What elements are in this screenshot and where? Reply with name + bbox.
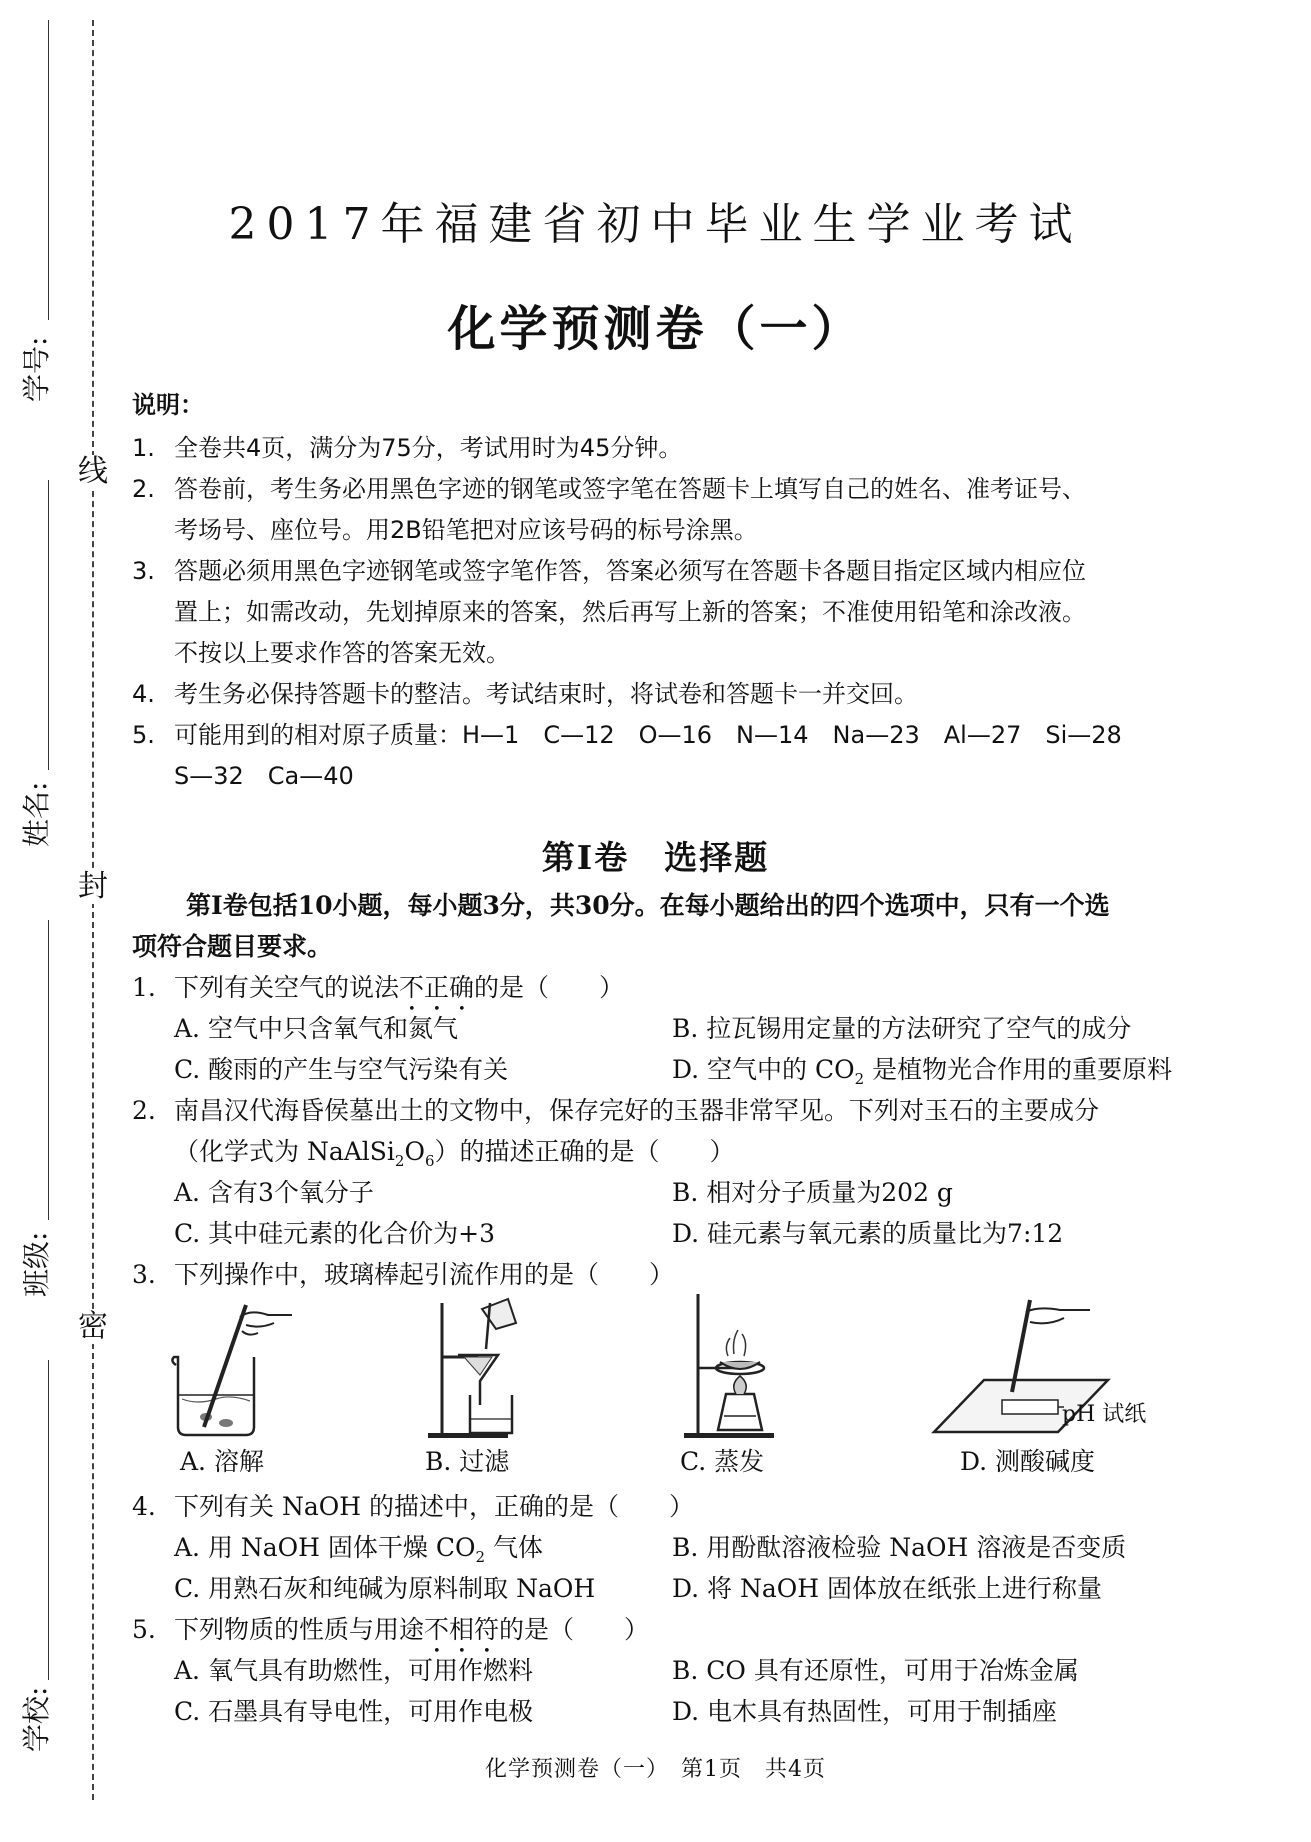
- ph-paper-label: pH 试纸: [1062, 1402, 1147, 1427]
- fig-caption-a: A. 溶解: [180, 1447, 264, 1476]
- instructions: [132, 385, 1212, 797]
- option-b: B. 相对分子质量为202 g: [672, 1178, 953, 1207]
- seal-char-seal: 封: [78, 869, 108, 904]
- note-item: 1. 全卷共4页，满分为75分，考试用时为45分钟。: [132, 434, 683, 462]
- option-a: A. 含有3个氧分子: [174, 1178, 374, 1207]
- section-intro: 第Ⅰ卷包括10小题，每小题3分，共30分。在每小题给出的四个选项中，只有一个选 项符合题目要求。: [132, 891, 1110, 961]
- field-school-label: 学校:: [20, 1686, 53, 1752]
- question-4: 4. 下列有关 NaOH 的描述中，正确的是（ ） A. 用 NaOH 固体干燥 $CO_2$ 气体 B. 用酚酞溶液检验 NaOH 溶液是否变质 C. 用熟石灰和纯碱为原料制取 NaOH D. 将 NaOH 固体放在纸张上进行称量: [132, 1486, 1212, 1609]
- option-b: B. CO 具有还原性，可用于冶炼金属: [672, 1656, 1079, 1685]
- option-c: C. 酸雨的产生与空气污染有关: [174, 1055, 509, 1084]
- option-c: C. 石墨具有导电性，可用作电极: [174, 1697, 534, 1726]
- seal-char-line: 线: [78, 454, 108, 489]
- option-d: D. 空气中的 $CO_2$ 是植物光合作用的重要原料: [672, 1055, 1173, 1088]
- instructions-heading: 说明：: [132, 391, 204, 419]
- option-d: D. 硅元素与氧元素的质量比为7:12: [672, 1219, 1064, 1248]
- note-item-cont: 不按以上要求作答的答案无效。: [174, 639, 510, 667]
- note-item: 5. 可能用到的相对原子质量：H—1 C—12 O—16 N—14 Na—23 Al—27 Si—28: [132, 721, 1122, 749]
- option-a: A. 氧气具有助燃性，可用作燃料: [174, 1656, 533, 1685]
- fig-caption-c: C. 蒸发: [680, 1447, 765, 1476]
- note-item-cont: 考场号、座位号。用2B铅笔把对应该号码的标号涂黑。: [174, 516, 758, 544]
- filtration-funnel-figure: [420, 1295, 530, 1440]
- note-item-cont: S—32 Ca—40: [174, 762, 354, 790]
- field-school[interactable]: [8, 1360, 64, 1760]
- option-c: C. 其中硅元素的化合价为+3: [174, 1219, 495, 1248]
- question-5: 5. 下列物质的性质与用途不相符的是（ ） A. 氧气具有助燃性，可用作燃料 B. CO 具有还原性，可用于冶炼金属 C. 石墨具有导电性，可用作电极 D. 电木具有热固性，可用于制插座: [132, 1609, 1212, 1732]
- page-footer: 化学预测卷（一） 第1页 共4页: [485, 1757, 826, 1782]
- option-b: B. 用酚酞溶液检验 NaOH 溶液是否变质: [672, 1533, 1127, 1562]
- note-item-cont: 置上；如需改动，先划掉原来的答案，然后再写上新的答案；不准使用铅笔和涂改液。: [174, 598, 1086, 626]
- evaporation-figure: [680, 1290, 790, 1440]
- note-item: 3. 答题必须用黑色字迹钢笔或签字笔作答，答案必须写在答题卡各题目指定区域内相应位: [132, 557, 1086, 585]
- note-item: 4. 考生务必保持答题卡的整洁。考试结束时，将试卷和答题卡一并交回。: [132, 680, 918, 708]
- exam-title: 2017年福建省初中毕业生学业考试: [228, 199, 1083, 250]
- option-d: D. 将 NaOH 固体放在纸张上进行称量: [672, 1574, 1103, 1603]
- field-class-label: 班级:: [20, 1231, 53, 1297]
- option-d: D. 电木具有热固性，可用于制插座: [672, 1697, 1058, 1726]
- option-b: B. 拉瓦锡用定量的方法研究了空气的成分: [672, 1014, 1132, 1043]
- field-class[interactable]: [8, 920, 64, 1300]
- paper-title: 化学预测卷（一）: [447, 301, 864, 357]
- section-title: 第Ⅰ卷 选择题: [541, 838, 770, 877]
- fig-caption-b: B. 过滤: [425, 1447, 510, 1476]
- option-a: A. 用 NaOH 固体干燥 $CO_2$ 气体: [174, 1533, 543, 1566]
- question-2: 2. 南昌汉代海昏侯墓出土的文物中，保存完好的玉器非常罕见。下列对玉石的主要成分 （化学式为 $NaAlSi_2O_6$）的描述正确的是（ ） A. 含有3个氧分子 B. 相对分子质量为202 g C. 其中硅元素的化合价为+3 D. 硅元素与氧元素的质量比为7:12: [132, 1090, 1212, 1254]
- option-a: A. 空气中只含氧气和氮气: [174, 1014, 458, 1043]
- fig-caption-d: D. 测酸碱度: [960, 1447, 1096, 1476]
- option-c: C. 用熟石灰和纯碱为原料制取 NaOH: [174, 1574, 596, 1603]
- field-name-label: 姓名:: [20, 781, 53, 847]
- seal-char-secret: 密: [78, 1309, 108, 1344]
- field-name[interactable]: [8, 480, 64, 850]
- dissolving-beaker-figure: [168, 1295, 298, 1440]
- question-1: 1. 下列有关空气的说法不正确的是（ ） A. 空气中只含氧气和氮气 B. 拉瓦锡用定量的方法研究了空气的成分 C. 酸雨的产生与空气污染有关 D. 空气中的 $CO_2$ 是植物光合作用的重要原料: [132, 967, 1212, 1090]
- binding-dashed-line: [92, 20, 94, 1800]
- field-student-id-label: 学号:: [20, 336, 53, 402]
- note-item: 2. 答卷前，考生务必用黑色字迹的钢笔或签字笔在答题卡上填写自己的姓名、准考证号、: [132, 475, 1086, 503]
- question-3: 3. 下列操作中，玻璃棒起引流作用的是（ ）: [132, 1260, 675, 1289]
